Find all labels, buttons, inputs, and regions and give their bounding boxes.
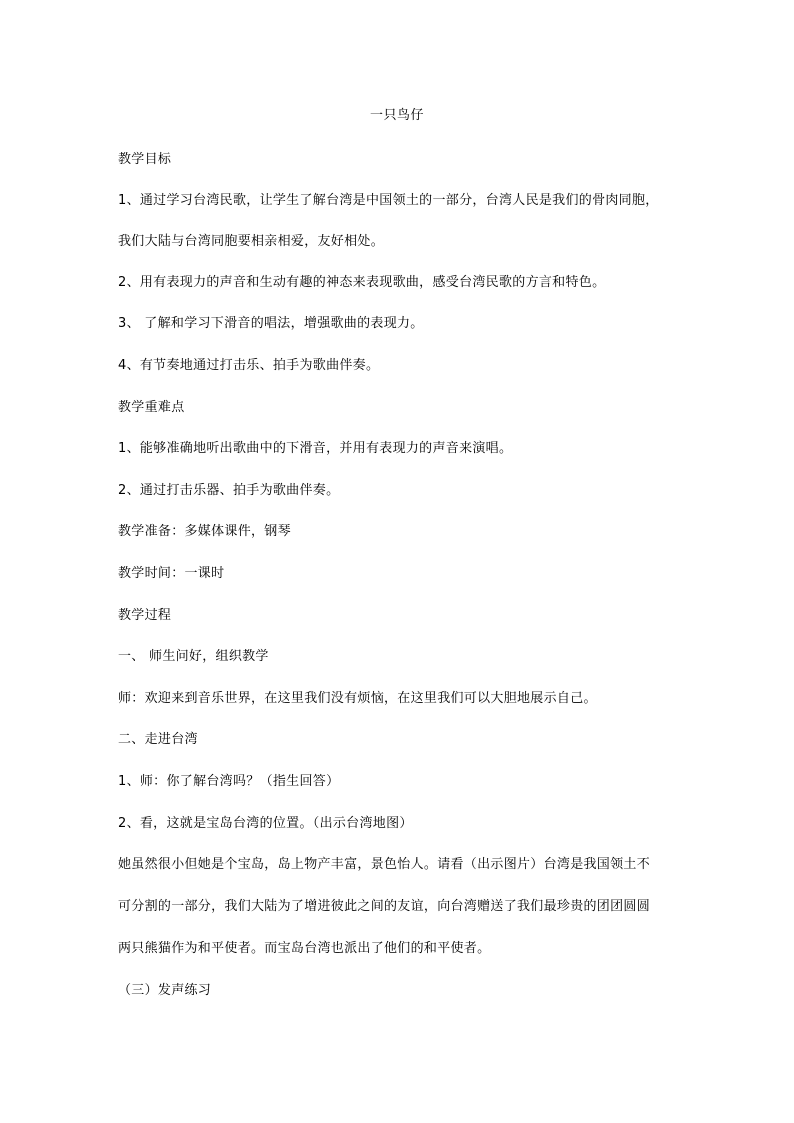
- paragraph-line: 可分割的一部分，我们大陆为了增进彼此之间的友谊，向台湾赠送了我们最珍贵的团团圆圆: [118, 899, 651, 914]
- paragraph-line: 教学时间：一课时: [118, 566, 225, 581]
- document-title: 一只鸟仔: [369, 108, 424, 123]
- heading-teaching-process: 教学过程: [118, 608, 172, 623]
- paragraph-line: 师：欢迎来到音乐世界，在这里我们没有烦恼，在这里我们可以大胆地展示自己。: [118, 691, 597, 706]
- paragraph-line: 2、用有表现力的声音和生动有趣的神态来表现歌曲，感受台湾民歌的方言和特色。: [118, 275, 606, 290]
- paragraph-line: 二、走进台湾: [118, 732, 198, 747]
- paragraph-line: 2、看，这就是宝岛台湾的位置。（出示台湾地图）: [118, 816, 413, 831]
- paragraph-line: 教学准备：多媒体课件，钢琴: [118, 524, 291, 539]
- paragraph-line: （三）发声练习: [118, 983, 212, 998]
- heading-key-points: 教学重难点: [118, 400, 185, 415]
- paragraph-line: 1、能够准确地听出歌曲中的下滑音，并用有表现力的声音来演唱。: [118, 441, 513, 456]
- paragraph-line: 2、通过打击乐器、拍手为歌曲伴奏。: [118, 483, 340, 498]
- paragraph-line: 她虽然很小但她是个宝岛，岛上物产丰富，景色怡人。请看（出示图片）台湾是我国领土不: [118, 857, 651, 872]
- paragraph-line: 两只熊猫作为和平使者。而宝岛台湾也派出了他们的和平使者。: [118, 941, 491, 956]
- paragraph-line: 1、师：你了解台湾吗？（指生回答）: [118, 774, 340, 789]
- paragraph-line: 一、 师生问好，组织教学: [118, 649, 269, 664]
- paragraph-line: 我们大陆与台湾同胞要相亲相爱，友好相处。: [118, 234, 385, 249]
- paragraph-line: 4、有节奏地通过打击乐、拍手为歌曲伴奏。: [118, 358, 380, 373]
- paragraph-line: 3、 了解和学习下滑音的唱法，增强歌曲的表现力。: [118, 316, 424, 331]
- paragraph-line: 1、通过学习台湾民歌，让学生了解台湾是中国领土的一部分，台湾人民是我们的骨肉同胞，: [118, 193, 659, 208]
- heading-teaching-goals: 教学目标: [118, 152, 172, 167]
